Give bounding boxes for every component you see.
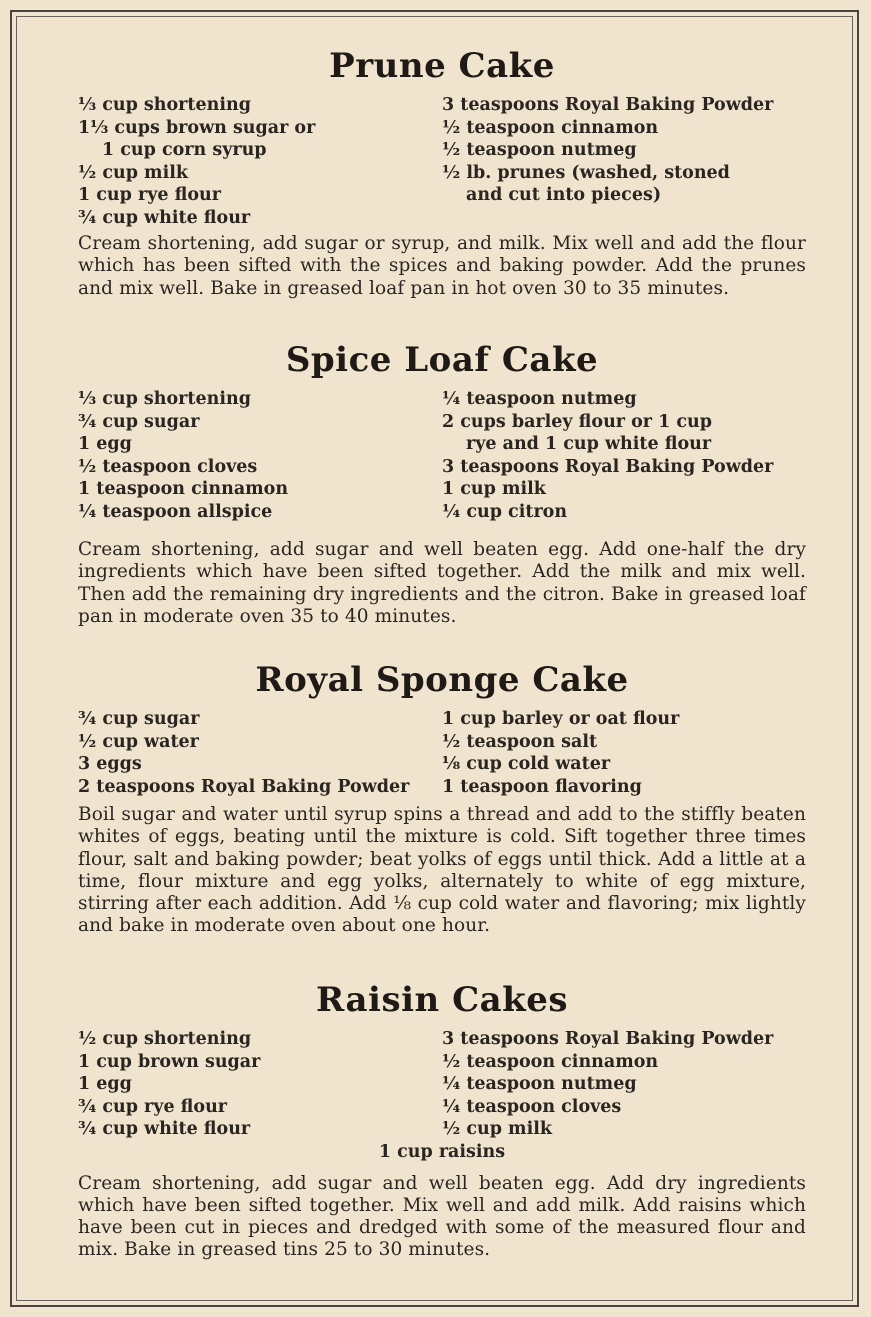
ingredient: 1 teaspoon flavoring xyxy=(442,776,642,797)
ingredients-left xyxy=(78,388,442,523)
recipe-directions: Boil sugar and water until syrup spins a thread and add to the stiffly beaten whites of eggs, beating until the mixture is cold. Sift together three times flour, salt and baking powder; beat yolks of eggs until thick. Add a little at a time, flour mixture and egg yolks, alternately to white of egg mixture, stirring after each addition. Add ⅛ cup cold water and flavoring; mix lightly and bake in moderate oven about one hour. xyxy=(78,804,806,937)
ingredient: ¼ teaspoon nutmeg xyxy=(442,1074,637,1094)
recipe-royal-sponge-cake xyxy=(78,660,806,938)
ingredient: ½ teaspoon salt xyxy=(442,731,598,752)
ingredient: and cut into pieces) xyxy=(466,185,662,205)
ingredient: ½ teaspoon cloves xyxy=(78,456,258,477)
ingredient: 3 teaspoons Royal Baking Powder xyxy=(442,95,774,115)
ingredient: ⅓ cup shortening xyxy=(78,389,251,409)
ingredient: ⅛ cup cold water xyxy=(442,754,611,774)
recipe-prune-cake xyxy=(78,46,806,300)
ingredient: 1 cup barley or oat flour xyxy=(442,709,680,729)
ingredient: 1⅓ cups brown sugar or xyxy=(78,117,316,138)
recipe-title: Raisin Cakes xyxy=(315,980,569,1020)
ingredients-left xyxy=(78,708,442,798)
ingredients-left xyxy=(78,94,442,229)
ingredients-right xyxy=(442,708,806,798)
ingredient: ½ cup milk xyxy=(78,162,188,183)
recipe-directions: Cream shortening, add sugar and well beaten egg. Add one-half the dry ingredients which have been sifted together. Add the milk and mix well. Then add the remaining dry ingredients and the citron. Bake in greased loaf pan in moderate oven 35 to 40 minutes. xyxy=(78,539,806,627)
ingredient: 1 cup milk xyxy=(442,479,546,499)
ingredient-columns xyxy=(78,94,806,229)
ingredient: 2 teaspoons Royal Baking Powder xyxy=(78,776,410,797)
ingredient: 1 egg xyxy=(78,434,132,454)
ingredient: 3 teaspoons Royal Baking Powder xyxy=(442,456,774,477)
ingredient-columns xyxy=(78,708,806,798)
recipe-spice-loaf-cake xyxy=(78,340,806,628)
ingredient: ½ cup shortening xyxy=(78,1029,252,1049)
ingredient: ¾ cup rye flour xyxy=(78,1096,228,1117)
recipe-title: Spice Loaf Cake xyxy=(285,340,599,380)
ingredient: ½ lb. prunes (washed, stoned xyxy=(442,162,730,183)
ingredient: ⅓ cup shortening xyxy=(78,95,251,115)
recipe-title: Royal Sponge Cake xyxy=(255,660,629,700)
ingredient: 1 teaspoon cinnamon xyxy=(78,479,289,499)
ingredients-right xyxy=(442,94,806,229)
ingredient: 3 teaspoons Royal Baking Powder xyxy=(442,1029,774,1049)
recipe-directions: Cream shortening, add sugar or syrup, and milk. Mix well and add the flour which has been sifted with the spices and baking powder. Add the prunes and mix well. Bake in greased loaf pan in hot oven 30 to 35 minutes. xyxy=(78,233,806,299)
ingredients-right xyxy=(442,388,806,523)
ingredient: ½ cup water xyxy=(78,731,199,752)
ingredient: 1 cup corn syrup xyxy=(102,140,267,160)
ingredients-left xyxy=(78,1028,442,1141)
ingredient: ¼ teaspoon nutmeg xyxy=(442,389,637,409)
ingredient: 2 cups barley flour or 1 cup xyxy=(442,411,712,432)
ingredient: ½ teaspoon cinnamon xyxy=(442,117,659,138)
ingredient-columns xyxy=(78,1028,806,1141)
ingredient: ½ teaspoon cinnamon xyxy=(442,1051,659,1072)
ingredient: 1 cup rye flour xyxy=(78,185,221,205)
ingredient: ¼ cup citron xyxy=(442,501,568,522)
ingredients-right xyxy=(442,1028,806,1141)
ingredient: ¾ cup sugar xyxy=(78,411,200,432)
ingredient-centered: 1 cup raisins xyxy=(378,1141,506,1162)
ingredient: ¾ cup white flour xyxy=(78,1119,251,1139)
recipe-directions: Cream shortening, add sugar and well beaten egg. Add dry ingredients which have been sifted together. Mix well and add milk. Add raisins which have been cut in pieces and dredged with some of the measured flour and mix. Bake in greased tins 25 to 30 minutes. xyxy=(78,1172,806,1261)
ingredient: ½ cup milk xyxy=(442,1119,552,1139)
ingredient: 3 eggs xyxy=(78,754,142,774)
ingredient: 1 cup brown sugar xyxy=(78,1051,261,1072)
ingredient: 1 egg xyxy=(78,1074,132,1094)
recipe-title: Prune Cake xyxy=(329,46,555,86)
ingredient: ¼ teaspoon allspice xyxy=(78,501,273,522)
ingredient: ½ teaspoon nutmeg xyxy=(442,140,637,160)
ingredient: ¾ cup white flour xyxy=(78,207,251,228)
ingredient: ¾ cup sugar xyxy=(78,709,200,729)
recipe-raisin-cakes xyxy=(78,980,806,1262)
ingredient: ¼ teaspoon cloves xyxy=(442,1096,622,1117)
ingredient: rye and 1 cup white flour xyxy=(466,434,712,454)
ingredient-columns xyxy=(78,388,806,523)
